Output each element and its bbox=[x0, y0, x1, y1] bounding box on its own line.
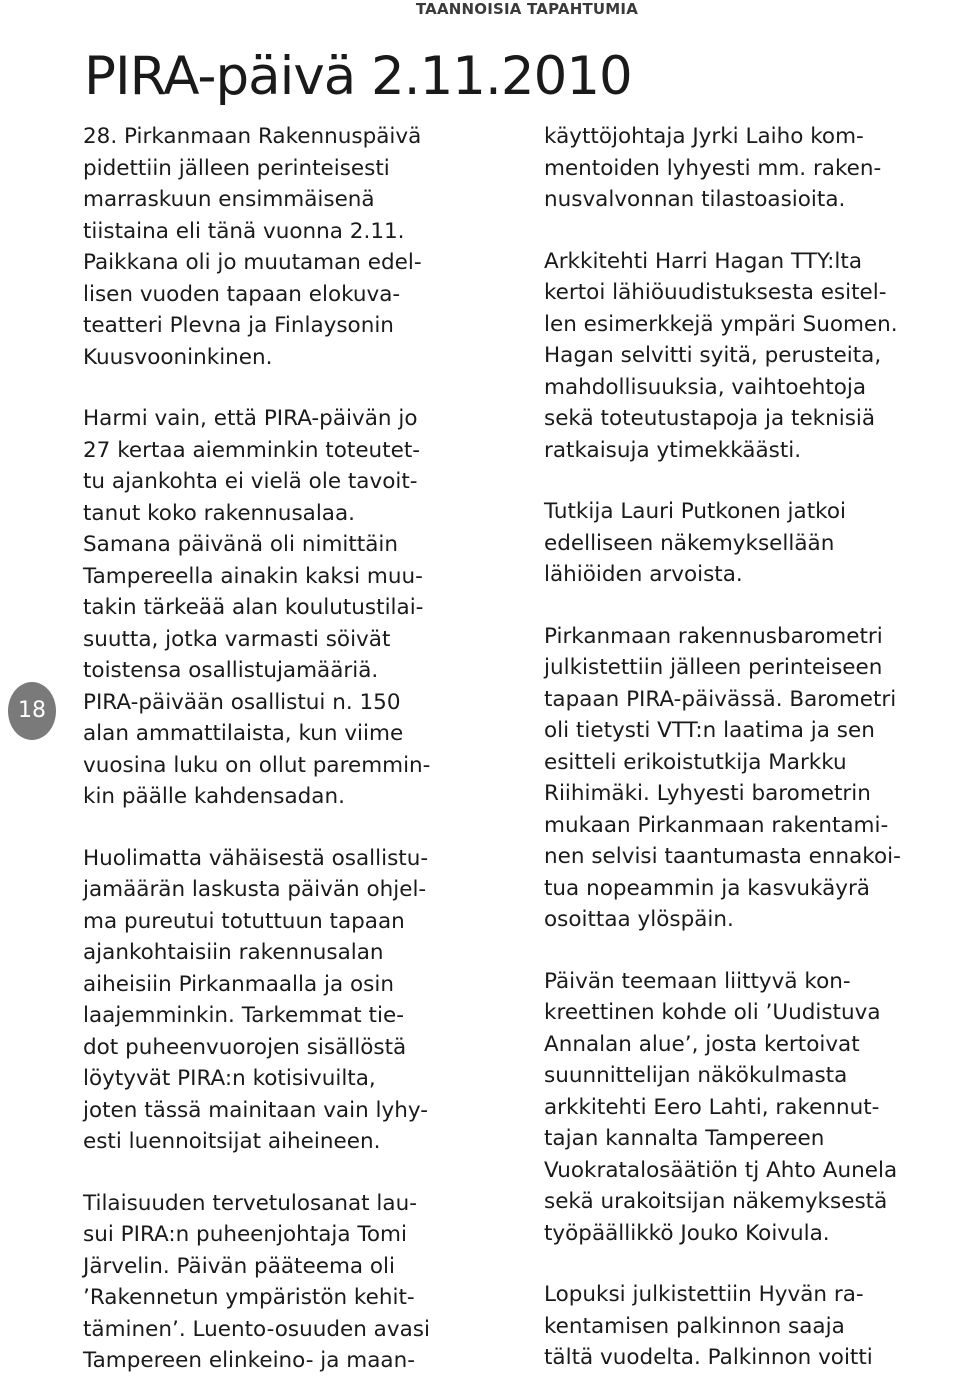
right-column bbox=[544, 121, 960, 1374]
left-column bbox=[83, 121, 513, 1377]
article-title: PIRA-päivä 2.11.2010 bbox=[84, 46, 632, 107]
paragraph-award: Lopuksi julkistettiin Hyvän ra- kentamisen palkinnon saaja tältä vuodelta. Palkinnon voitti bbox=[544, 1282, 873, 1370]
paragraph-barometer: Pirkanmaan rakennusbarometri julkistettiin jälleen perinteiseen tapaan PIRA-päivässä. Barometri oli tietysti VTT:n laatima ja sen esitteli erikoistutkija Markku Riihimäki. Lyhyesti barometrin mukaan Pirkanmaan rakentami- nen selvisi taantumasta ennakoi- tua nopeammin ja kasvukäyrä osoittaa ylöspäin. bbox=[544, 623, 901, 932]
paragraph-attendance: Harmi vain, että PIRA-päivän jo 27 kertaa aiemminkin toteutet- tu ajankohta ei vielä ole tavoit- tanut koko rakennusalaa. Samana päivänä oli nimittäin Tampereella ainakin kaksi muu- takin tärkeää alan koulutustilai- suutta, jotka varmasti söivät toistensa osallistujamääriä. PIRA-päivään osallistui n. 150 alan ammattilaista, kun viime vuosina luku on ollut paremmin- kin päälle kahdensadan. bbox=[83, 406, 431, 809]
paragraph-hagan: Arkkitehti Harri Hagan TTY:lta kertoi lähiöuudistuksesta esitel- len esimerkkejä ympäri Suomen. Hagan selvitti syitä, perusteita, mahdollisuuksia, vaihtoehtoja sekä toteutustapoja ja teknisiä ratkaisuja ytimekkäästi. bbox=[544, 248, 898, 463]
paragraph-welcome: Tilaisuuden tervetulosanat lau- sui PIRA:n puheenjohtaja Tomi Järvelin. Päivän pääteema oli ’Rakennetun ympäristön kehit- täminen’. Luento-osuuden avasi Tampereen elinkeino- ja maan- bbox=[83, 1190, 430, 1373]
section-label: TAANNOISIA TAPAHTUMIA bbox=[415, 0, 638, 18]
paragraph-program: Huolimatta vähäisestä osallistu- jamäärän laskusta päivän ohjel- ma pureutui totuttuun tapaan ajankohtaisiin rakennusalan aiheisiin Pirkanmaalla ja osin laajemminkin. Tarkemmat tie- dot puheenvuorojen sisällöstä löytyvät PIRA:n kotisivuilta, joten tässä mainitaan vain lyhy- esti luennoitsijat aiheineen. bbox=[83, 845, 429, 1154]
paragraph-intro: 28. Pirkanmaan Rakennuspäivä pidettiin jälleen perinteisesti marraskuun ensimmäisenä tiistaina eli tänä vuonna 2.11. Paikkana oli jo muutaman edel- lisen vuoden tapaan elokuva- teatteri Plevna ja Finlaysonin Kuusvooninkinen. bbox=[83, 124, 422, 370]
paragraph-putkonen: Tutkija Lauri Putkonen jatkoi edelliseen näkemyksellään lähiöiden arvoista. bbox=[544, 499, 846, 587]
paragraph-annala: Päivän teemaan liittyvä kon- kreettinen kohde oli ’Uudistuva Annalan alue’, josta kertoivat suunnittelijan näkökulmasta arkkitehti Eero Lahti, rakennut- tajan kannalta Tampereen Vuokratalosäätiön tj Ahto Aunela sekä urakoitsijan näkemyksestä työpäällikkö Jouko Koivula. bbox=[544, 968, 898, 1246]
paragraph-laiho: käyttöjohtaja Jyrki Laiho kom- mentoiden lyhyesti mm. raken- nusvalvonnan tilastoasioita. bbox=[544, 124, 882, 212]
page-number-badge: 18 bbox=[8, 682, 56, 740]
